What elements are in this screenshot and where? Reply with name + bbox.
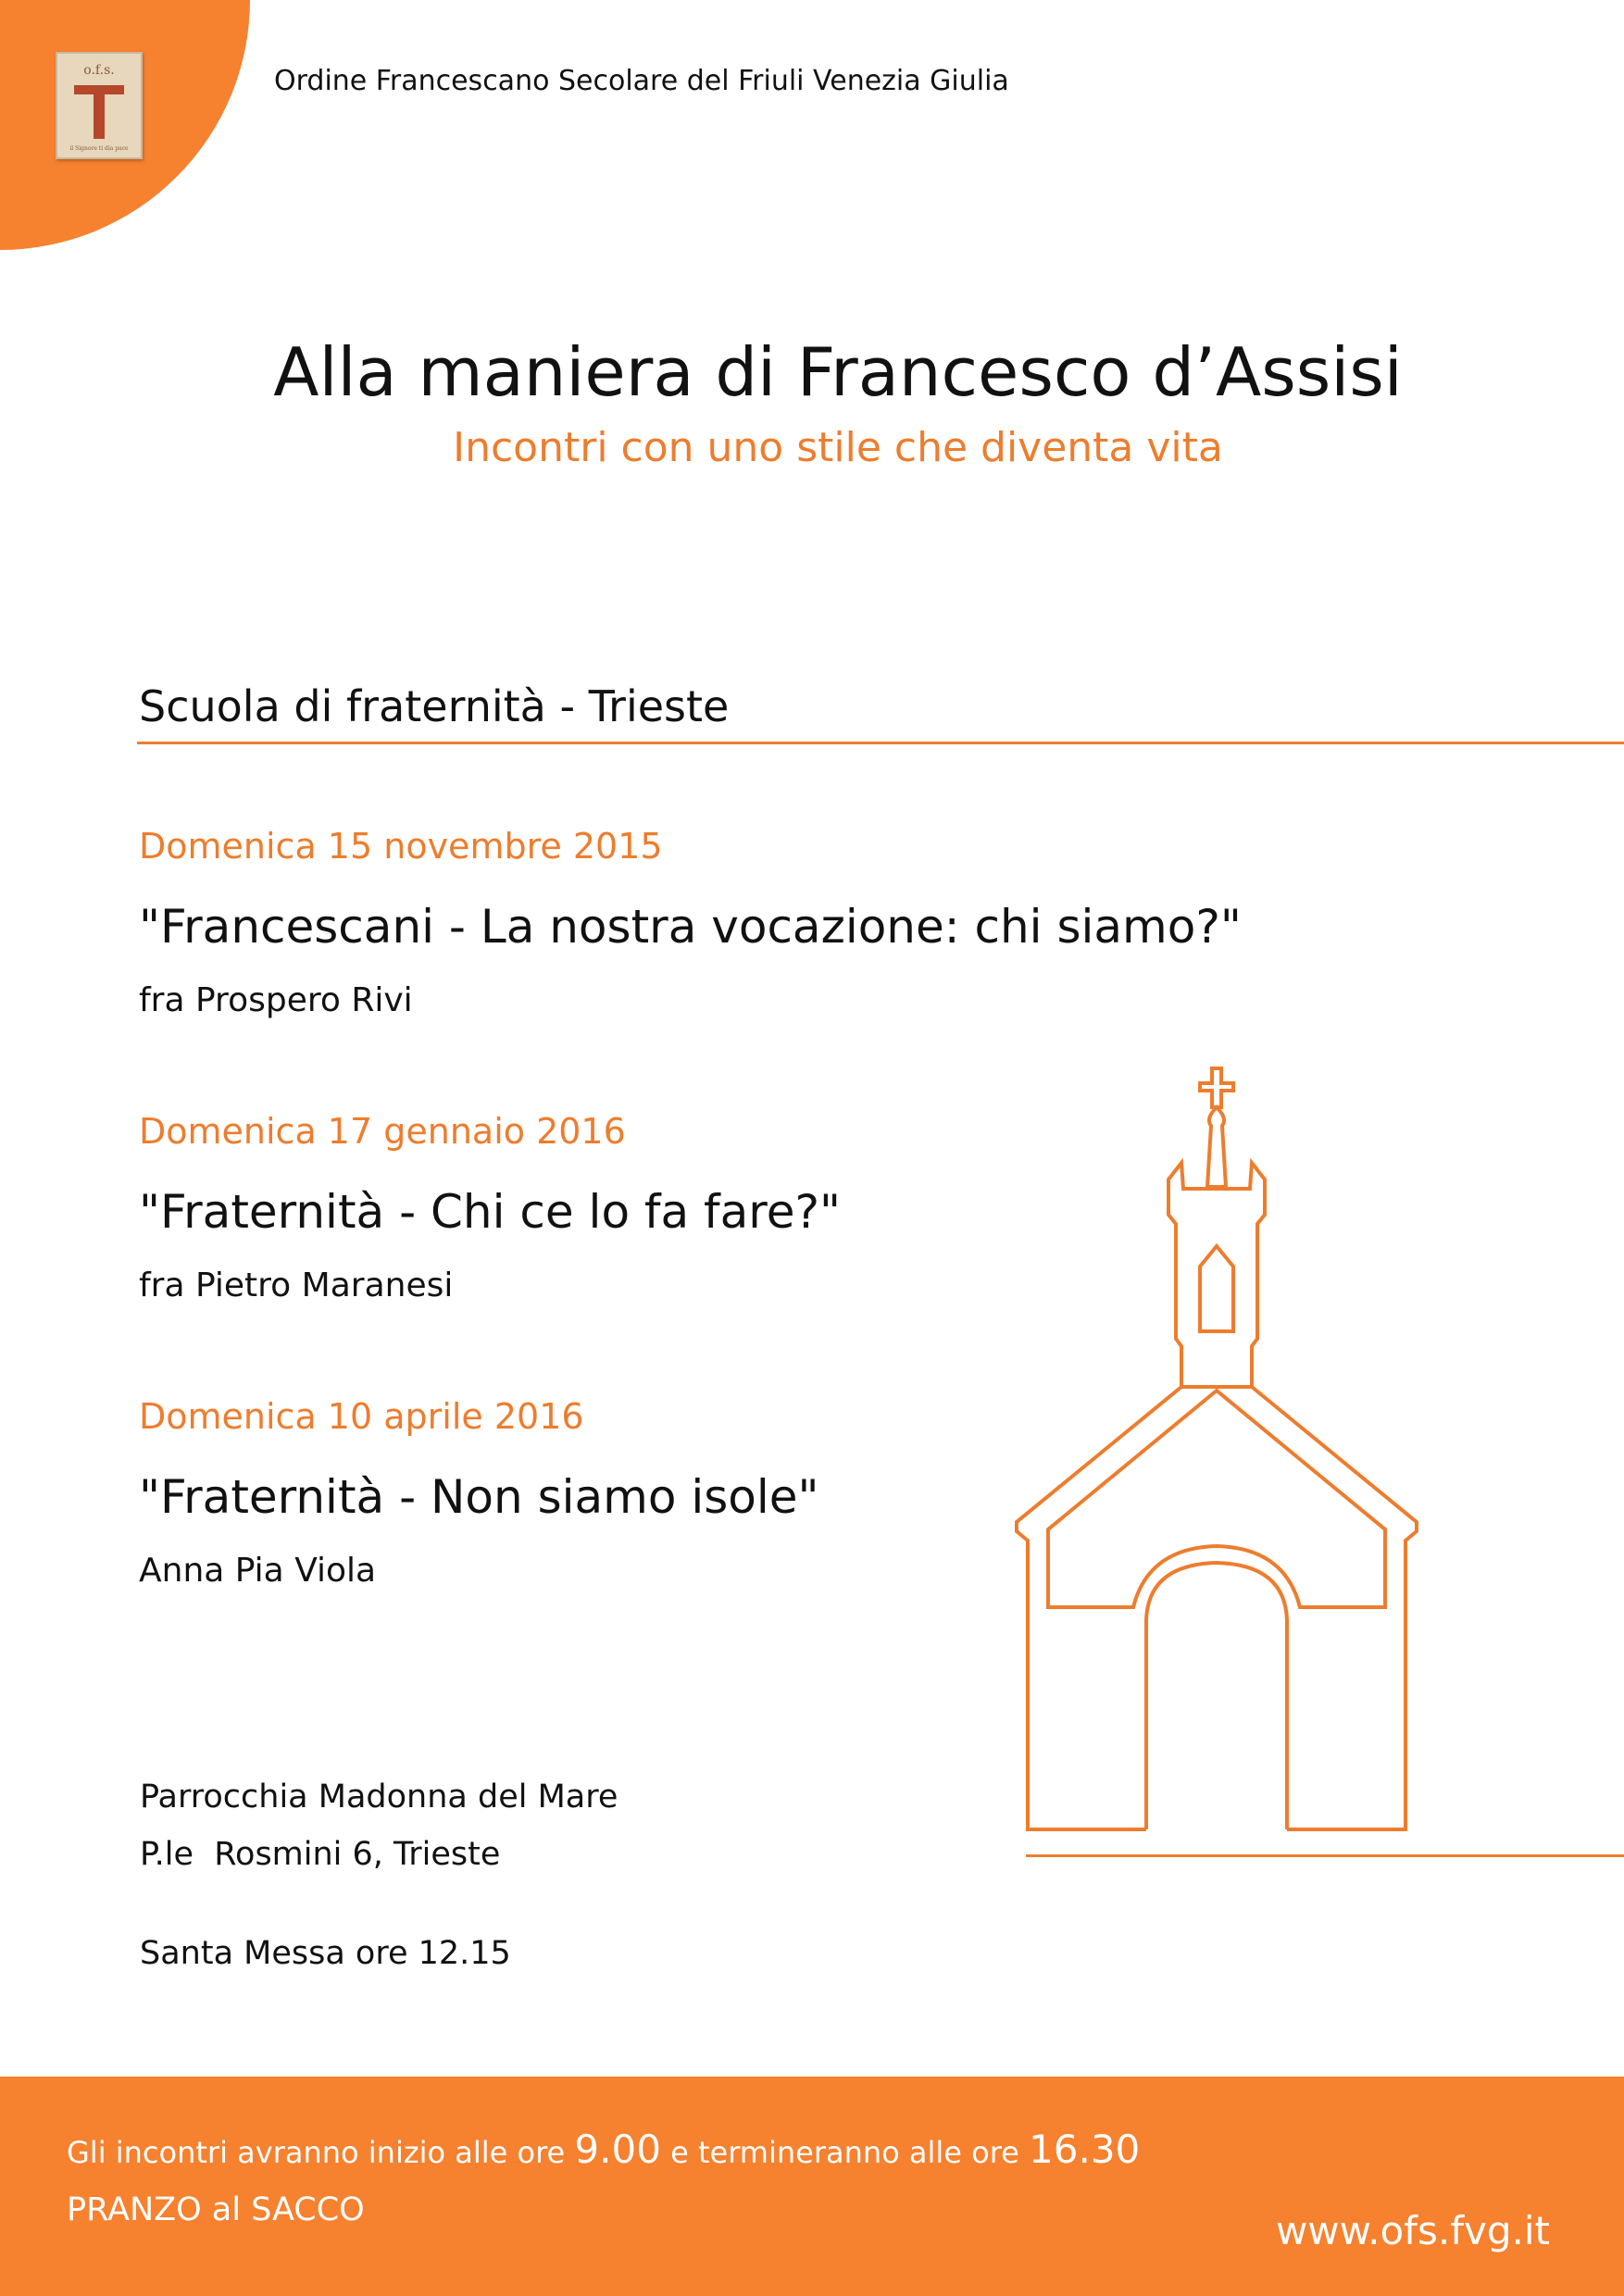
event-item <box>139 1396 819 1590</box>
venue-name: Parrocchia Madonna del Mare <box>140 1778 618 1816</box>
event-date: Domenica 15 novembre 2015 <box>139 826 663 867</box>
ofs-logo <box>56 52 143 159</box>
event-speaker: fra Pietro Maranesi <box>139 1267 454 1304</box>
mass-time: Santa Messa ore 12.15 <box>140 1935 511 1972</box>
event-speaker: fra Prospero Rivi <box>139 981 413 1019</box>
page-title: Alla maniera di Francesco d’Assisi <box>273 333 1403 411</box>
page-subtitle: Incontri con uno stile che diventa vita <box>453 424 1223 471</box>
organization-name: Ordine Francescano Secolare del Friuli Venezia Giulia <box>274 65 1009 97</box>
event-item <box>139 1111 841 1304</box>
logo-caption: il Signore ti dia pace <box>69 145 129 152</box>
event-date: Domenica 17 gennaio 2016 <box>139 1111 626 1152</box>
event-title: "Francescani - La nostra vocazione: chi siamo?" <box>139 900 1242 954</box>
ground-line <box>1026 1854 1624 1857</box>
schedule-text <box>67 2127 1140 2172</box>
event-title: "Fraternità - Chi ce lo fa fare?" <box>139 1185 842 1239</box>
website-link[interactable]: www.ofs.fvg.it <box>1275 2208 1550 2253</box>
end-time: 16.30 <box>1029 2127 1141 2172</box>
venue-block <box>140 1768 618 1883</box>
logo-text: o.f.s. <box>83 63 115 78</box>
venue-address: P.le Rosmini 6, Trieste <box>140 1836 501 1873</box>
event-item <box>139 826 1242 1019</box>
tau-cross-icon <box>57 54 141 157</box>
lunch-note: PRANZO al SACCO <box>67 2191 365 2228</box>
section-title: Scuola di fraternità - Trieste <box>139 681 730 731</box>
event-speaker: Anna Pia Viola <box>139 1552 377 1590</box>
schedule-text-part1: Gli incontri avranno inizio alle ore <box>67 2135 575 2170</box>
event-title: "Fraternità - Non siamo isole" <box>139 1470 819 1524</box>
section-divider <box>137 742 1624 744</box>
start-time: 9.00 <box>574 2127 661 2172</box>
schedule-text-part2: e termineranno alle ore <box>660 2135 1030 2170</box>
church-icon <box>1009 1065 1435 1842</box>
event-date: Domenica 10 aprile 2016 <box>139 1396 584 1437</box>
footer-band <box>0 2077 1624 2296</box>
